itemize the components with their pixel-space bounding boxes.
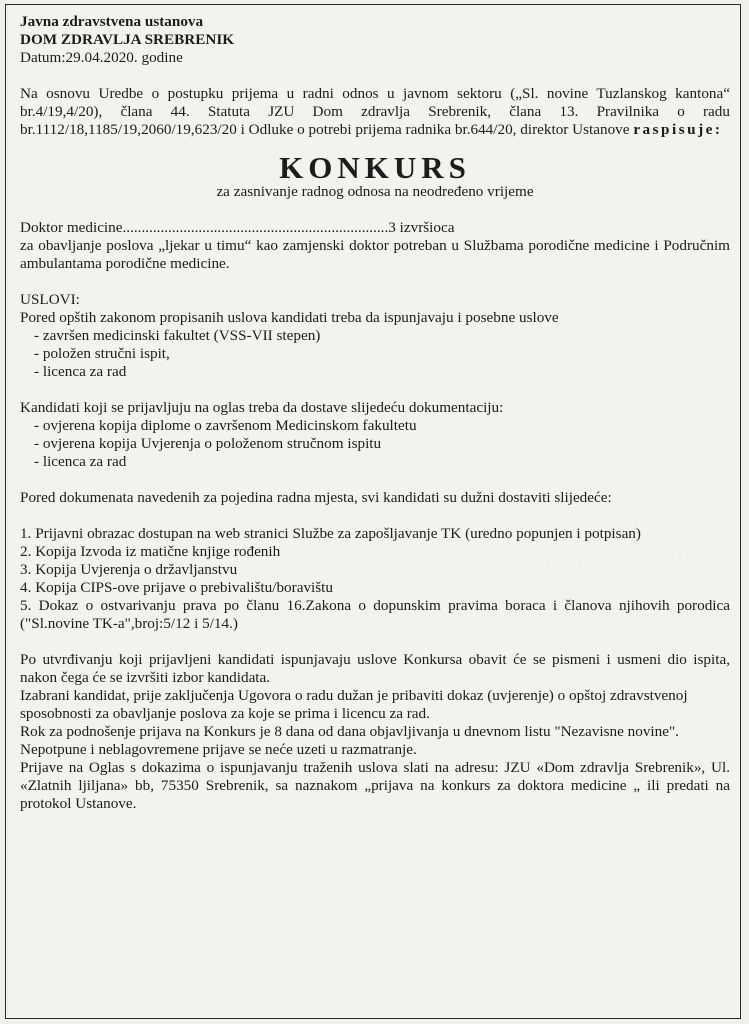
condition-item: - licenca za rad <box>34 363 127 380</box>
address-paragraph: Prijave na Oglas s dokazima o ispunjavanju traženih uslova slati na adresu: JZU «Dom zdravlja Srebrenik», Ul. «Zlatnih ljiljana» bb, 75350 Srebrenik, sa naznakom „prijava na konkurs za doktora medicine „ ili predati na protokol Ustanove. <box>20 759 730 812</box>
page-title: KONKURS <box>279 150 471 185</box>
institution-name: DOM ZDRAVLJA SREBRENIK <box>20 31 235 48</box>
general-item: 2. Kopija Izvoda iz matične knjige rođenih <box>20 543 281 560</box>
conditions-intro: Pored opštih zakonom propisanih uslova kandidati treba da ispunjavaju i posebne uslove <box>20 309 559 326</box>
condition-item: - položen stručni ispit, <box>34 345 170 362</box>
general-intro: Pored dokumenata navedenih za pojedina radna mjesta, svi kandidati su dužni dostaviti slijedeće: <box>20 489 612 506</box>
general-item: 1. Prijavni obrazac dostupan na web stranici Službe za zapošljavanje TK (uredno popunjen i potpisan) <box>20 525 641 542</box>
documentation-item: - ovjerena kopija Uvjerenja o položenom stručnom ispitu <box>34 435 382 452</box>
document-date: Datum:29.04.2020. godine <box>20 49 183 66</box>
job-advertisement <box>5 4 741 1019</box>
exam-paragraph: Po utvrđivanju koji prijavljeni kandidati ispunjavaju uslove Konkursa obavit će se pismeni i usmeni dio ispita, nakon čega će se izvršiti izbor kandidata. <box>20 651 730 686</box>
position-line: Doktor medicine......................................................................3 izvršioca <box>20 219 455 236</box>
page-subtitle: za zasnivanje radnog odnosa na neodređeno vrijeme <box>216 183 534 200</box>
general-item: 5. Dokaz o ostvarivanju prava po članu 16.Zakona o dopunskim pravima boraca i članova njihovih porodica ("Sl.novine TK-a",broj:5/12 i 5/14.) <box>20 597 730 632</box>
intro-verb: raspisuje: <box>633 121 723 138</box>
general-item: 3. Kopija Uvjerenja o državljanstvu <box>20 561 238 578</box>
selected-candidate-paragraph: Izabrani kandidat, prije zaključenja Ugovora o radu dužan je pribaviti dokaz (uvjerenje) o opštoj zdravstvenoj sposobnosti za obavljanje poslova za koje se prima i licencu za rad. <box>20 687 688 722</box>
deadline-paragraph: Rok za podnošenje prijava na Konkurs je 8 dana od dana objavljivanja u dnevnom listu "Nezavisne novine". <box>20 723 679 740</box>
incomplete-applications-paragraph: Nepotpune i neblagovremene prijave se neće uzeti u razmatranje. <box>20 741 417 758</box>
documentation-item: - ovjerena kopija diplome o završenom Medicinskom fakultetu <box>34 417 417 434</box>
institution-type: Javna zdravstvena ustanova <box>20 13 204 30</box>
condition-item: - završen medicinski fakultet (VSS-VII stepen) <box>34 327 321 344</box>
intro-paragraph <box>20 85 730 139</box>
intro-text: Na osnovu Uredbe o postupku prijema u radni odnos u javnom sektoru („Sl. novine Tuzlanskog kantona“ br.4/19,4/20), člana 44. Statuta JZU Dom zdravlja Srebrenik, člana 13. Pravilnika o radu br.1112/18,1185/19,2060/19,623/20 i Odluke o potrebi prijema radnika br.644/20, direktor Ustanove <box>20 85 730 138</box>
documentation-intro: Kandidati koji se prijavljuju na oglas treba da dostave slijedeću dokumentaciju: <box>20 399 504 416</box>
general-item: 4. Kopija CIPS-ove prijave o prebivalištu/boravištu <box>20 579 333 596</box>
position-description: za obavljanje poslova „ljekar u timu“ kao zamjenski doktor potreban u Službama porodične medicine i Područnim ambulantama porodične medicine. <box>20 237 730 272</box>
conditions-heading: USLOVI: <box>20 291 80 308</box>
documentation-item: - licenca za rad <box>34 453 127 470</box>
